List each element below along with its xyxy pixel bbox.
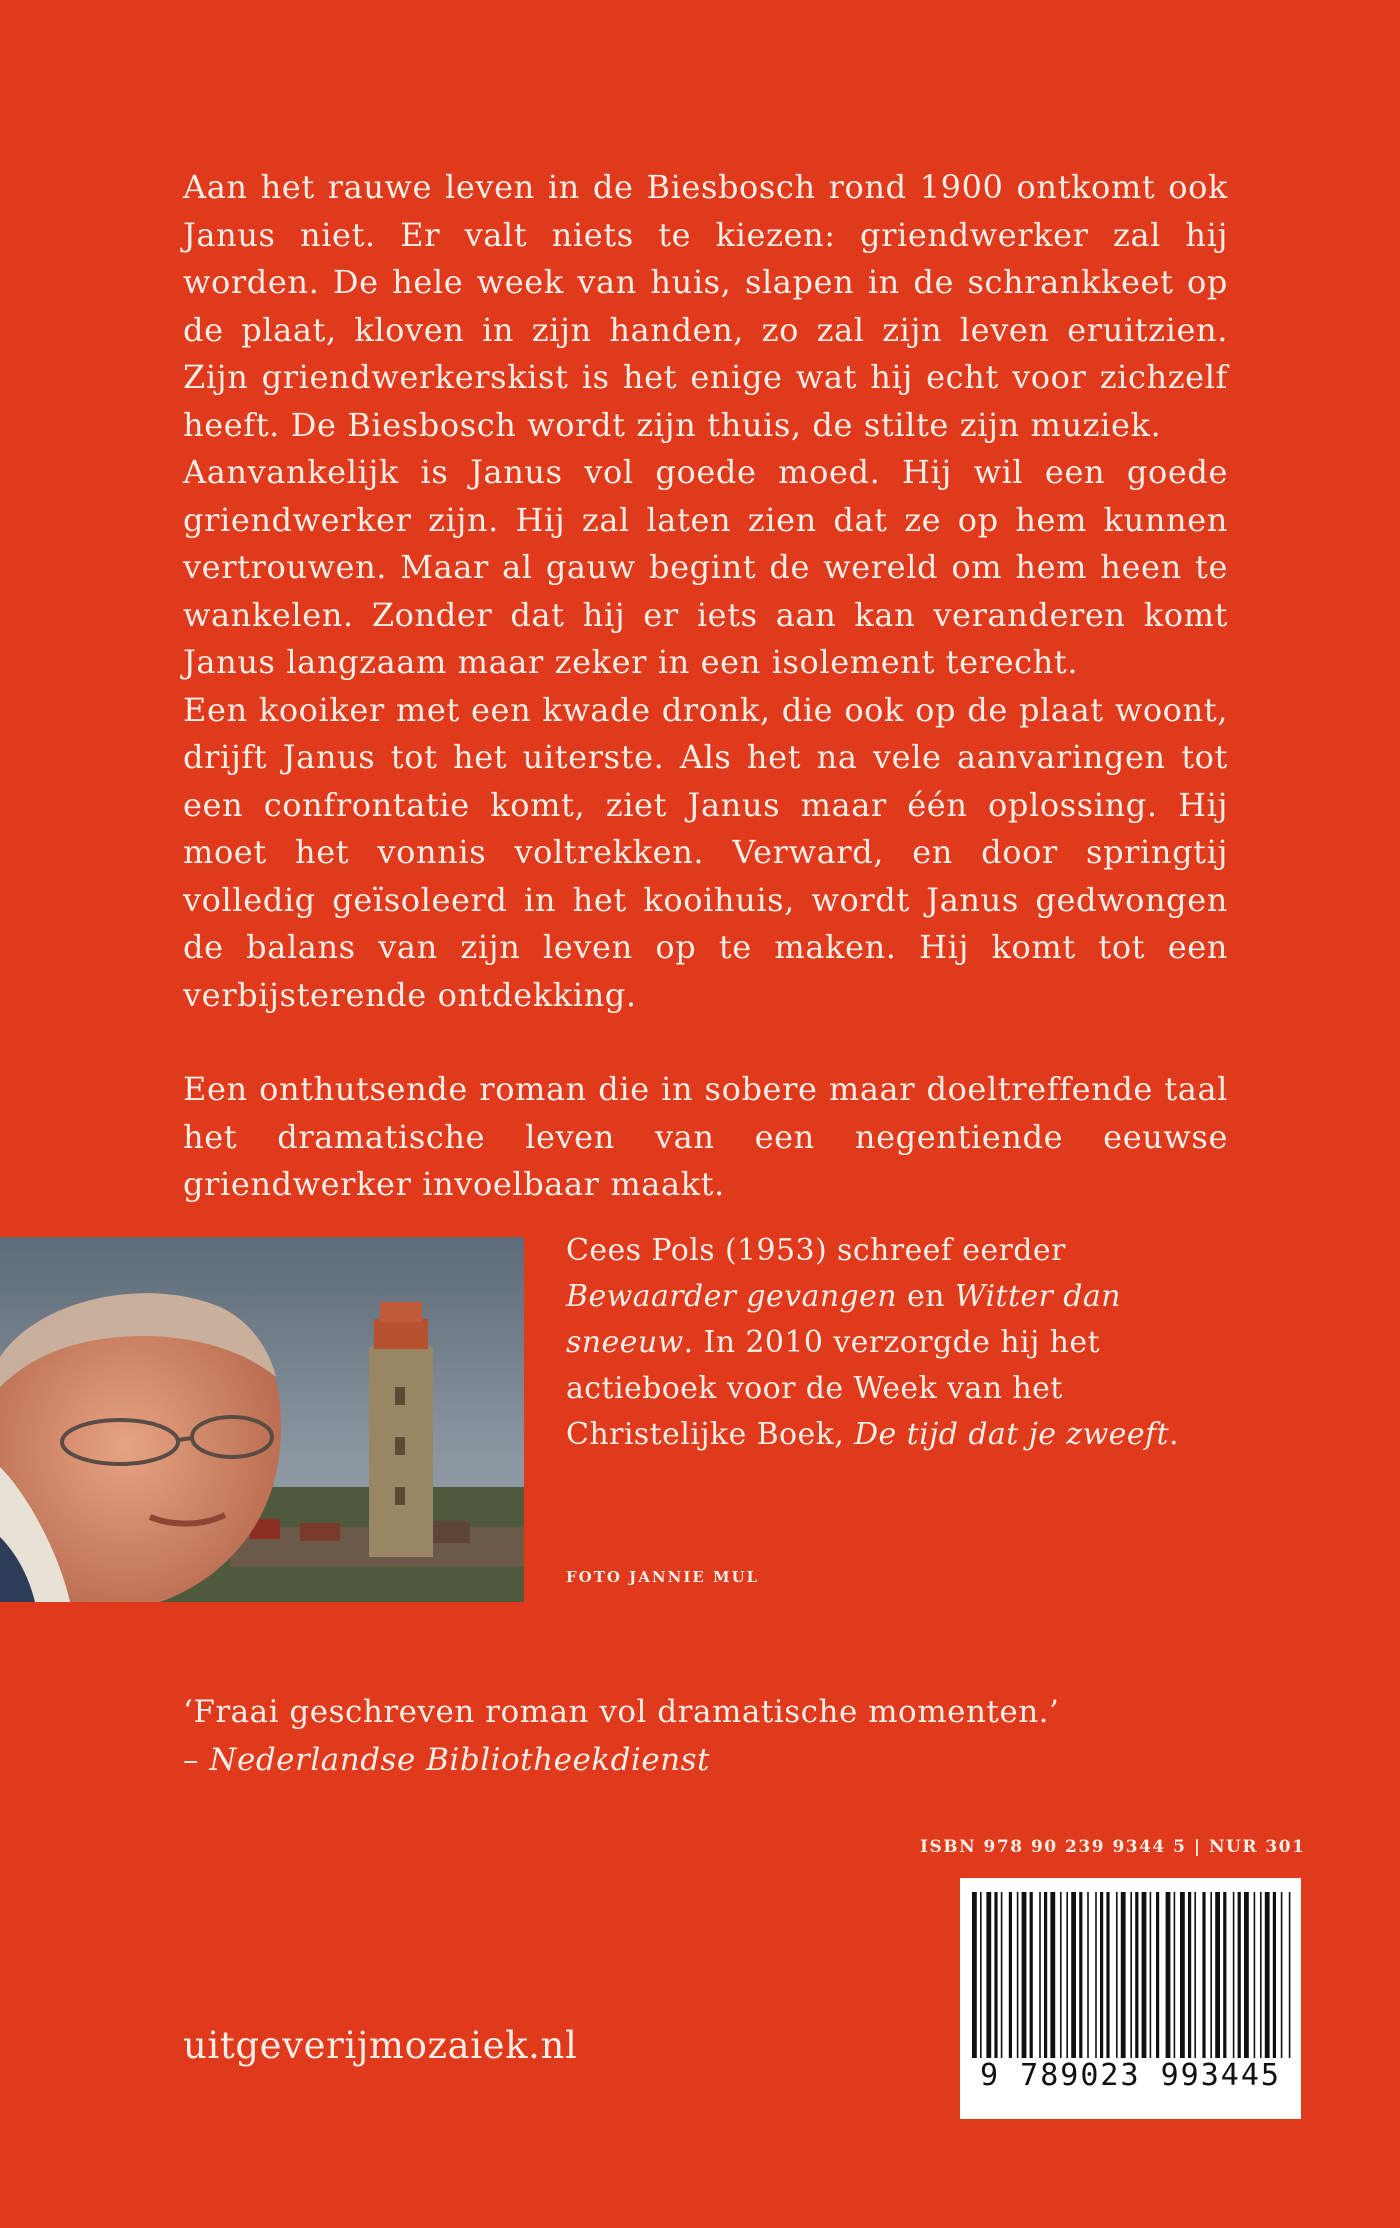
barcode-bar [1265, 1892, 1270, 2058]
barcode-bar [1142, 1892, 1147, 2058]
barcode-bar [1079, 1892, 1082, 2058]
barcode-bar [1180, 1892, 1185, 2058]
barcode-bar [1001, 1892, 1003, 2058]
barcode-bar [1087, 1892, 1089, 2058]
quote-text: ‘Fraai geschreven roman vol dramatische momenten.’ [183, 1694, 1060, 1730]
barcode-bar [1233, 1892, 1235, 2058]
barcode-bar [1095, 1892, 1097, 2058]
barcode-bar [1130, 1892, 1132, 2058]
barcode-bar [1071, 1892, 1076, 2058]
barcode-bar [1254, 1892, 1256, 2058]
barcode-bar [1202, 1892, 1205, 2058]
blurb-paragraph-4: Een onthutsende roman die in sobere maar doeltreffende taal het dramatische leven van een negentiende eeuwse griendwerker invoelbaar maakt. [183, 1070, 1228, 1203]
barcode-bar [1039, 1892, 1041, 2058]
barcode-bar [1022, 1892, 1027, 2058]
barcode-bar [1135, 1892, 1138, 2058]
barcode-bar [1273, 1892, 1276, 2058]
barcode-bar [1066, 1892, 1068, 2058]
barcode-bar [1050, 1892, 1055, 2058]
barcode-bar [1116, 1892, 1118, 2058]
barcode-bar [1044, 1892, 1047, 2058]
barcode-bar [986, 1892, 991, 2058]
barcode-bar [1166, 1892, 1171, 2058]
publisher-website[interactable]: uitgeverijmozaiek.nl [183, 2024, 578, 2067]
barcode-bar [1238, 1892, 1241, 2058]
photo-credit: FOTO JANNIE MUL [566, 1568, 760, 1586]
barcode-bar [1223, 1892, 1226, 2058]
barcode-bar [1017, 1892, 1019, 2058]
barcode-bar [1156, 1892, 1159, 2058]
barcode-bar [1100, 1892, 1103, 2058]
barcode-bar [994, 1892, 997, 2058]
blurb-paragraph-1: Aan het rauwe leven in de Biesbosch rond 1900 ontkomt ook Janus niet. Er valt niets te kiezen: griendwerker zal hij worden. De hele week van huis, slapen in de schrankkeet op de plaat, kloven in zijn handen, zo zal zijn leven eruitzien. Zijn griendwerkerskist is het enige wat hij echt voor zichzelf heeft. De Biesbosch wordt zijn thuis, de stilte zijn muziek. [183, 168, 1228, 444]
barcode-bar [1289, 1892, 1291, 2058]
barcode-bar [1030, 1892, 1033, 2058]
barcode-bar [1260, 1892, 1262, 2058]
barcode-bar [1009, 1892, 1012, 2058]
barcode-bar [1194, 1892, 1196, 2058]
quote-source: – Nederlandse Bibliotheekdienst [183, 1742, 711, 1778]
isbn-line: ISBN 978 90 239 9344 5 | NUR 301 [920, 1837, 1306, 1857]
barcode-bar [1121, 1892, 1126, 2058]
barcode-digits: 9 789023 993445 [980, 2058, 1281, 2093]
barcode-bar [1281, 1892, 1283, 2058]
blurb-paragraph-2: Aanvankelijk is Janus vol goede moed. Hij wil een goede griendwerker zijn. Hij zal laten zien dat ze op hem kunnen vertrouwen. Maar al gauw begint de wereld om hem heen te wankelen. Zonder dat hij er iets aan kan veranderen komt Janus langzaam maar zeker in een isolement terecht. [183, 453, 1228, 681]
barcode-bar [972, 1892, 977, 2058]
barcode-bar [1215, 1892, 1220, 2058]
barcode-bar [1106, 1892, 1109, 2058]
blurb-paragraph-3: Een kooiker met een kwade dronk, die ook op de plaat woont, drijft Janus tot het uiterste. Als het na vele aanvaringen tot een confrontatie komt, ziet Janus maar één oplossing. Hij moet het vonnis voltrekken. Verward, en door springtij volledig geïsoleerd in het kooihuis, wordt Janus gedwongen de balans van zijn leven op te maken. Hij komt tot een verbijsterende ontdekking. [183, 690, 1228, 1014]
barcode-bar [1210, 1892, 1212, 2058]
review-quote [183, 1688, 1233, 1784]
author-bio-text: Cees Pols (1953) schreef eerder Bewaarder gevangen en Witter dan sneeuw. In 2010 verzorgde hij het actieboek voor de Week van het Christelijke Boek, De tijd dat je zweeft. [566, 1233, 1179, 1452]
barcode-bar [1174, 1892, 1176, 2058]
book-title-bewaarder-gevangen: Bewaarder gevangen [566, 1279, 898, 1314]
barcode-bar [980, 1892, 982, 2058]
book-title-de-tijd-dat-je-zweeft: De tijd dat je zweeft [854, 1417, 1169, 1452]
barcode-bar [1060, 1892, 1062, 2058]
author-bio [566, 1228, 1206, 1458]
barcode-bar [1244, 1892, 1249, 2058]
author-photo [0, 1237, 524, 1602]
book-title-witter-dan-sneeuw: Witter dan sneeuw [566, 1279, 1121, 1360]
barcode-bar [1150, 1892, 1152, 2058]
barcode [960, 1878, 1301, 2119]
back-cover-blurb [183, 164, 1228, 1209]
barcode-bar [1188, 1892, 1191, 2058]
